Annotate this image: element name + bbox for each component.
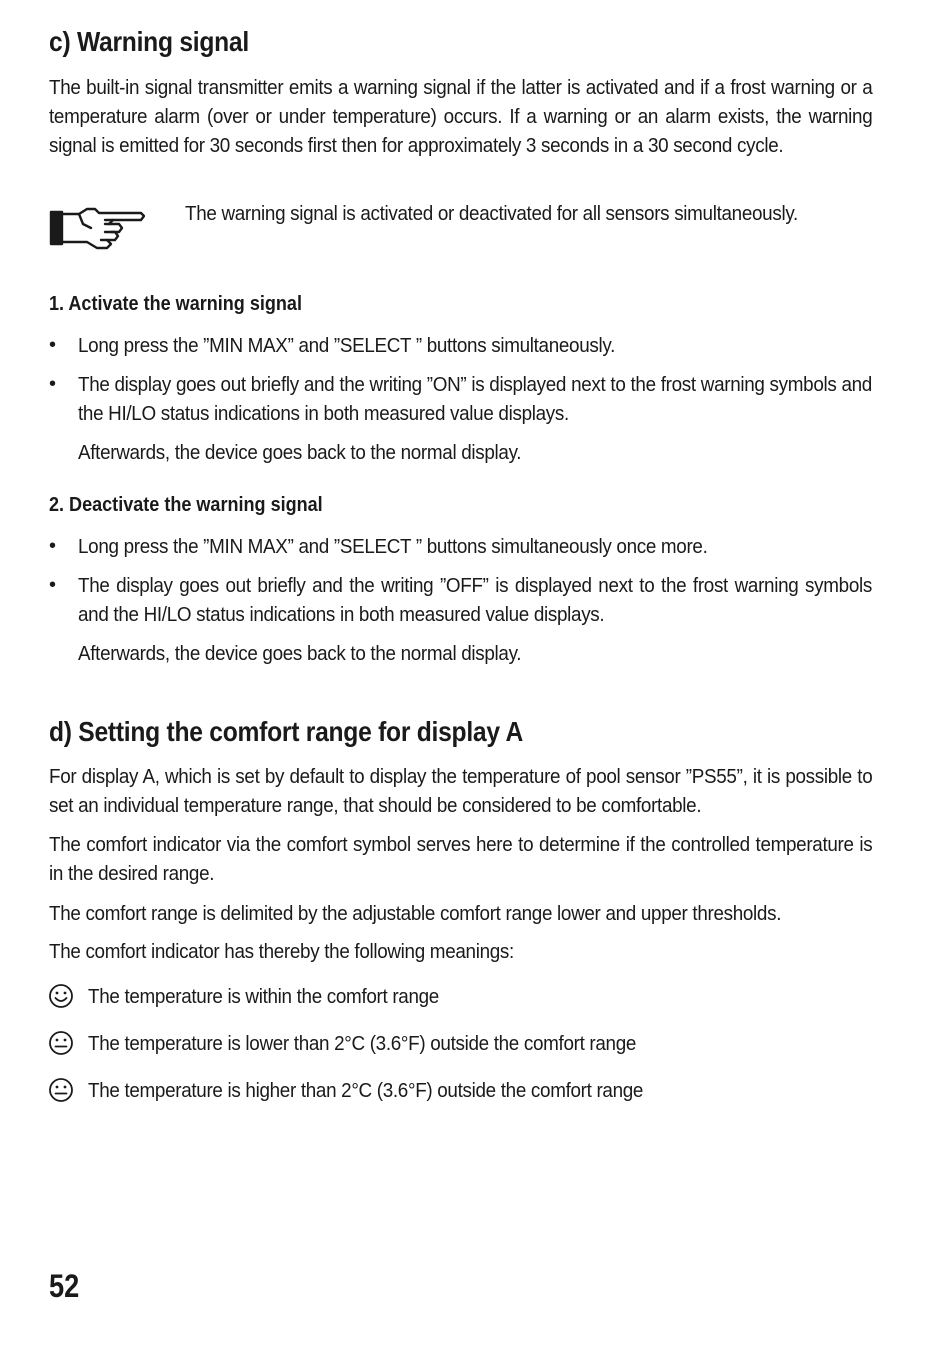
section-d-paragraph-2: The comfort indicator via the comfort symbol serves here to determine if the controlled temperature is in the desired range. <box>49 833 873 885</box>
step2-after: Afterwards, the device goes back to the normal display. <box>78 642 522 665</box>
bullet-marker: • <box>49 535 57 557</box>
bullet-marker: • <box>49 574 57 596</box>
smiley-neutral-icon <box>48 1030 74 1056</box>
step2-bullet-2: The display goes out briefly and the writing ”OFF” is displayed next to the frost warning symbols and the HI/LO status indications in both measured value displays. <box>78 574 872 626</box>
meaning-3-text: The temperature is higher than 2°C (3.6°F) outside the comfort range <box>88 1079 644 1102</box>
smiley-neutral-icon <box>48 1077 74 1103</box>
section-c-note: The warning signal is activated or deactivated for all sensors simultaneously. <box>185 202 798 225</box>
step2-bullet-1: Long press the ”MIN MAX” and ”SELECT ” buttons simultaneously once more. <box>78 535 708 558</box>
section-d-paragraph-1: For display A, which is set by default to display the temperature of pool sensor ”PS55”, it is possible to set an individual temperature range, that should be considered to be comfortable. <box>49 765 873 817</box>
smiley-happy-icon <box>48 983 74 1009</box>
step1-bullet-1: Long press the ”MIN MAX” and ”SELECT ” buttons simultaneously. <box>78 334 616 357</box>
step1-bullet-2: The display goes out briefly and the writing ”ON” is displayed next to the frost warning symbols and the HI/LO status indications in both measured value displays. <box>78 373 872 425</box>
section-c-heading: c) Warning signal <box>49 26 249 57</box>
step1-heading: 1. Activate the warning signal <box>49 292 302 315</box>
step1-after: Afterwards, the device goes back to the normal display. <box>78 441 522 464</box>
section-d-paragraph-4: The comfort indicator has thereby the following meanings: <box>49 940 514 963</box>
section-c-intro: The built-in signal transmitter emits a warning signal if the latter is activated and if a frost warning or a temperature alarm (over or under temperature) occurs. If a warning or an alarm exists, the warning signal is emitted for 30 seconds first then for approximately 3 seconds in a 30 second cycle. <box>49 76 873 157</box>
section-d-heading: d) Setting the comfort range for display A <box>49 716 523 747</box>
meaning-1-text: The temperature is within the comfort range <box>88 985 439 1008</box>
bullet-marker: • <box>49 334 57 356</box>
page-number: 52 <box>49 1268 80 1304</box>
bullet-marker: • <box>49 373 57 395</box>
meaning-2-text: The temperature is lower than 2°C (3.6°F) outside the comfort range <box>88 1032 637 1055</box>
pointing-hand-icon <box>49 204 145 252</box>
step2-heading: 2. Deactivate the warning signal <box>49 493 323 516</box>
section-d-paragraph-3: The comfort range is delimited by the adjustable comfort range lower and upper thresholds. <box>49 902 782 925</box>
